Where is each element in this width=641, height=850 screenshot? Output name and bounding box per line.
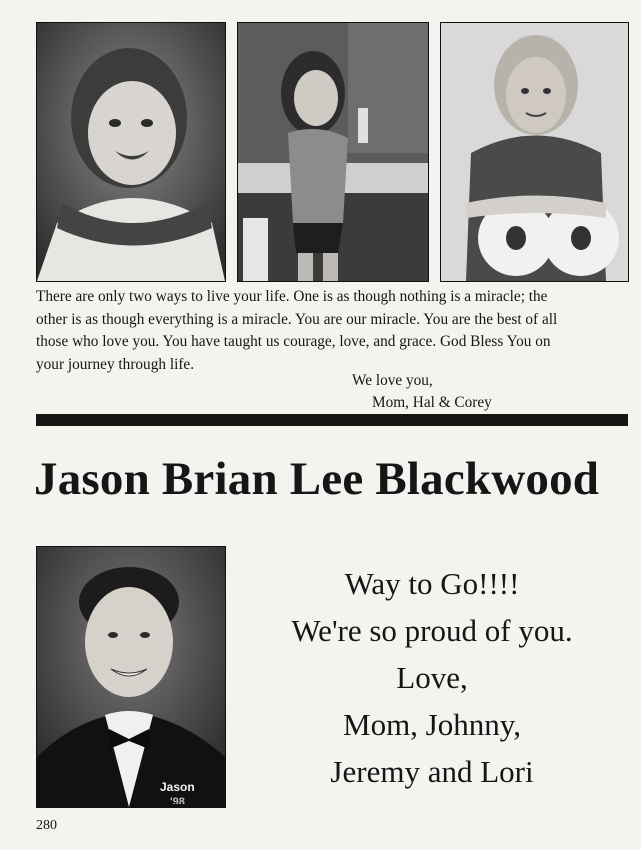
message-line: Love, — [396, 660, 468, 695]
tribute-paragraph — [36, 286, 630, 376]
tribute-line: those who love you. You have taught us courage, love, and grace. God Bless You on — [36, 333, 551, 350]
teen-senior-photo — [440, 22, 629, 282]
message-line: Mom, Johnny, — [343, 707, 521, 742]
tribute-line: There are only two ways to live your life. One is as though nothing is a miracle; the — [36, 288, 548, 305]
message-line: Jeremy and Lori — [330, 754, 534, 789]
tribute-line: your journey through life. — [36, 355, 195, 373]
portrait-caption-name: Jason — [160, 780, 195, 794]
student-name-heading: Jason Brian Lee Blackwood — [34, 453, 600, 505]
tribute-line: other is as though everything is a miracle. You are our miracle. You are the best of all — [36, 310, 558, 328]
message-line: We're so proud of you. — [291, 613, 573, 648]
tribute-signoff-names: Mom, Hal & Corey — [372, 394, 492, 411]
child-sink-photo — [237, 22, 429, 282]
jason-portrait-photo — [36, 546, 226, 808]
congratulations-message — [240, 560, 624, 795]
tribute-signoff-greeting: We love you, — [352, 372, 433, 389]
section-divider — [36, 414, 628, 426]
portrait-caption-year: '98 — [170, 796, 185, 804]
baby-photo — [36, 22, 226, 282]
message-line: Way to Go!!!! — [344, 566, 520, 601]
page-number: 280 — [36, 818, 57, 833]
